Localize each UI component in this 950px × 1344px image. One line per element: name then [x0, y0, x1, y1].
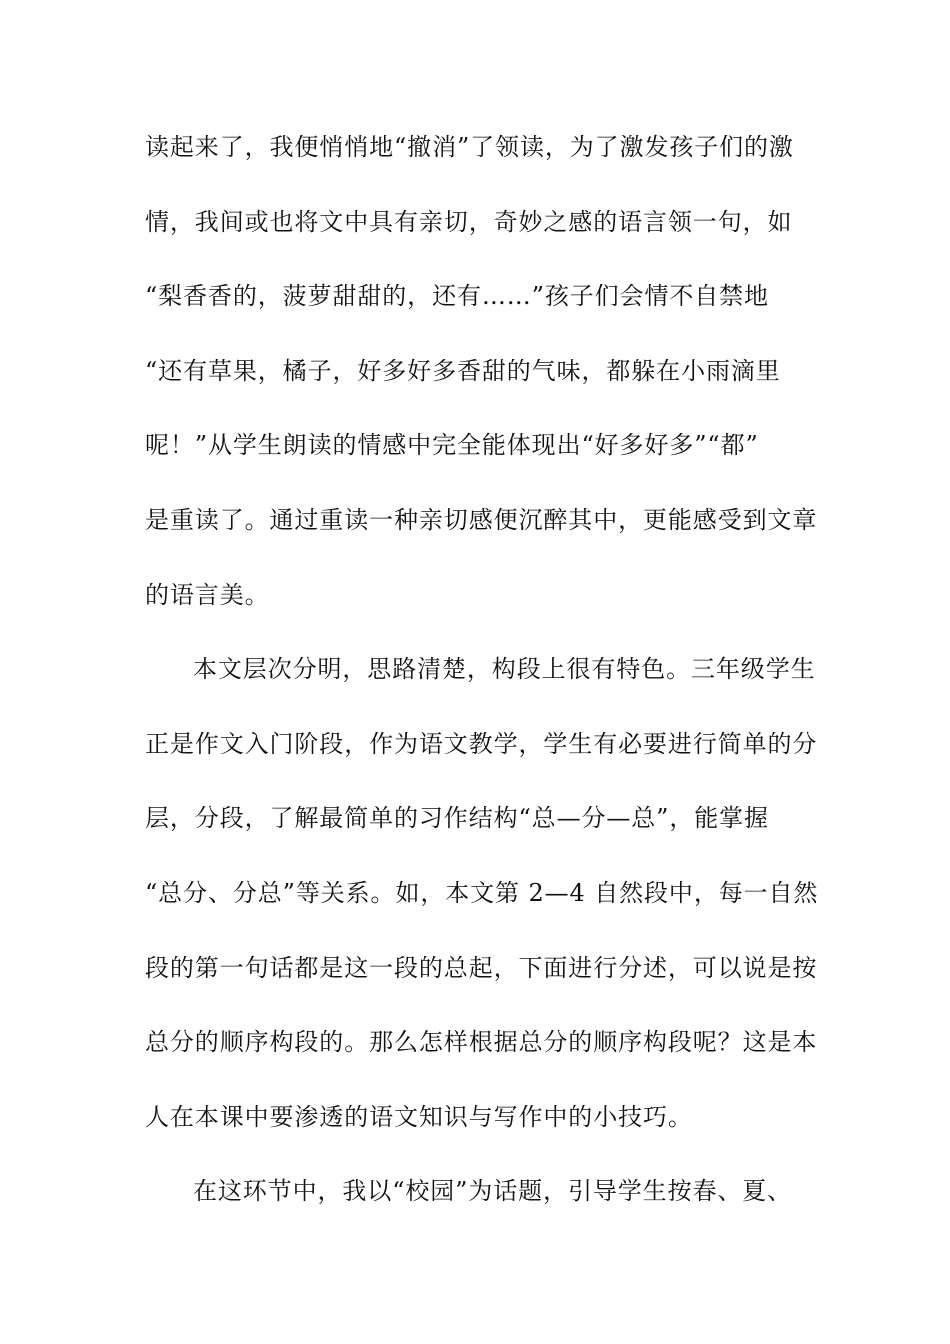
text-line-10: 层，分段，了解最简单的习作结构“总—分—总”，能掌握	[145, 804, 769, 833]
text-line-11: “总分、分总”等关系。如，本文第 2—4 自然段中，每一自然	[145, 878, 819, 907]
text-line-12: 段的第一句话都是这一段的总起，下面进行分述，可以说是按	[145, 953, 818, 982]
text-line-5: 呢！”从学生朗读的情感中完全能体现出“好多好多”“都”	[145, 431, 759, 460]
text-line-2: 情，我间或也将文中具有亲切，奇妙之感的语言领一句，如	[145, 207, 793, 236]
text-line-15: 在这环节中，我以“校园”为话题，引导学生按春、夏、	[193, 1177, 793, 1206]
text-line-6: 是重读了。通过重读一种亲切感便沉醉其中，更能感受到文章	[145, 505, 818, 534]
text-line-13: 总分的顺序构段的。那么怎样根据总分的顺序构段呢？这是本	[145, 1028, 818, 1057]
text-line-7: 的语言美。	[145, 580, 270, 609]
text-line-8: 本文层次分明，思路清楚，构段上很有特色。三年级学生	[193, 655, 816, 684]
text-line-1: 读起来了，我便悄悄地“撤消”了领读，为了激发孩子们的激	[145, 133, 794, 161]
text-line-14: 人在本课中要渗透的语文知识与写作中的小技巧。	[145, 1102, 693, 1131]
body-text	[145, 127, 819, 1246]
text-line-3: “梨香香的，菠萝甜甜的，还有……”孩子们会情不自禁地	[145, 282, 769, 311]
text-line-4: “还有草果，橘子，好多好多香甜的气味，都躲在小雨滴里	[145, 356, 781, 385]
text-line-9: 正是作文入门阶段，作为语文教学，学生有必要进行简单的分	[145, 729, 818, 758]
